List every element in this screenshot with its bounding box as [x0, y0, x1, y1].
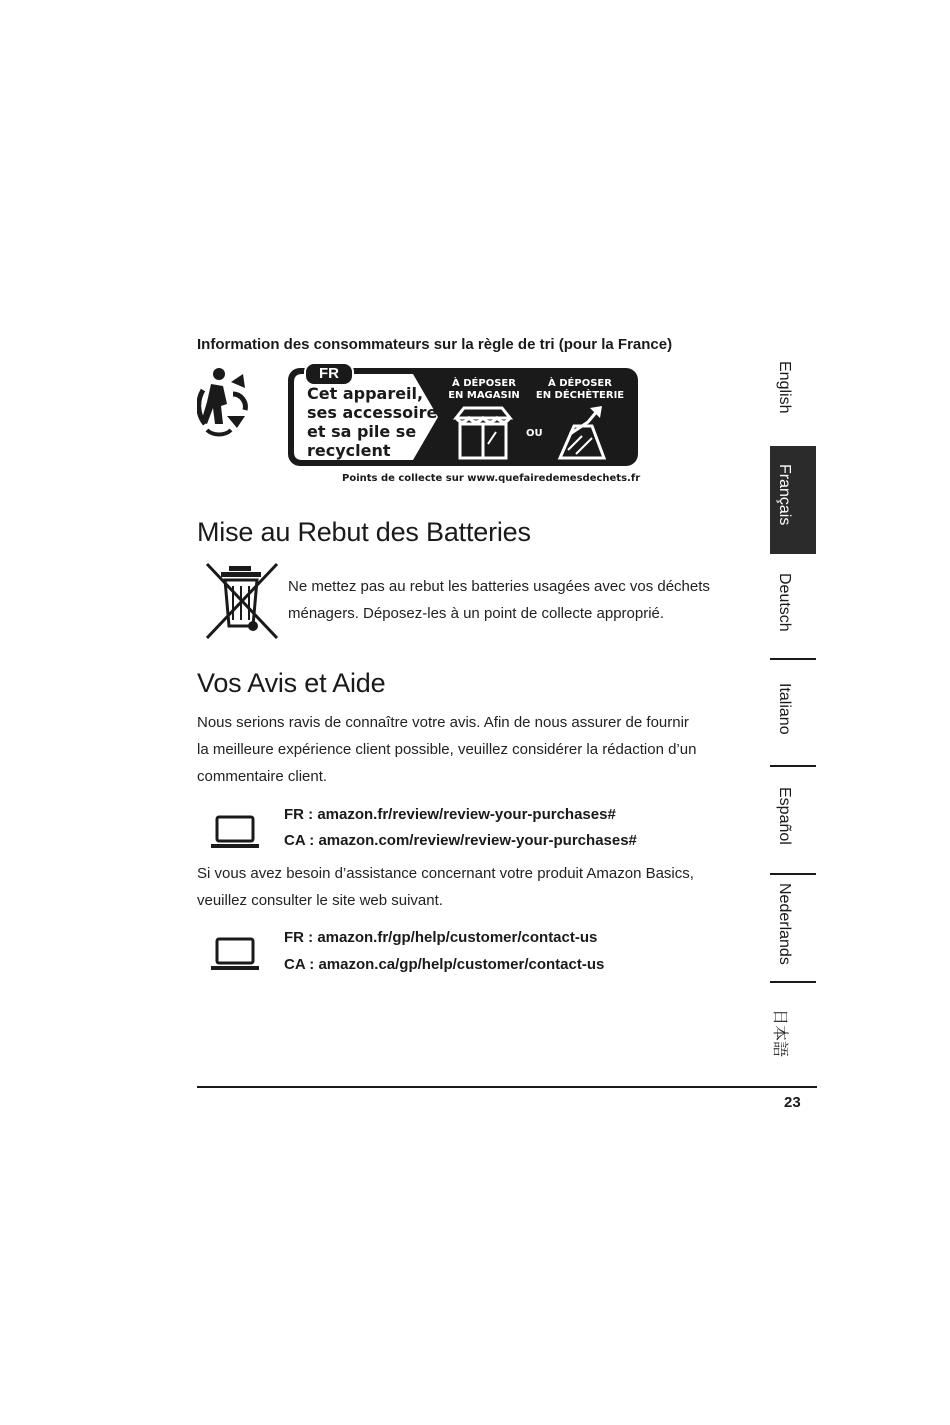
feedback-title: Vos Avis et Aide [197, 668, 386, 698]
help-line-2: veuillez consulter le site web suivant. [197, 892, 443, 909]
dump-deposit-top: À DÉPOSER [548, 378, 612, 389]
consumer-info-heading: Information des consommateurs sur la règle de tri (pour la France) [197, 336, 673, 353]
collection-points-note: Points de collecte sur www.quefairedemesdechets.fr [342, 473, 641, 484]
fr-country-tag: FR [304, 362, 354, 386]
or-label: OU [526, 428, 543, 439]
tab-espanol-label: Español [776, 787, 793, 845]
battery-line-2: ménagers. Déposez-les à un point de collecte approprié. [288, 605, 665, 622]
tab-francais[interactable] [770, 446, 816, 554]
review-link-ca[interactable]: CA : amazon.com/review/review-your-purchases# [284, 832, 637, 849]
feedback-text [197, 709, 696, 790]
footer-rule [197, 1086, 817, 1088]
shop-icon [450, 404, 516, 462]
tab-italiano[interactable] [770, 675, 816, 763]
recycle-statement [307, 384, 447, 460]
dump-deposit-bottom: EN DÉCHÈTERIE [535, 390, 625, 401]
dump-deposit-label [532, 378, 628, 402]
feedback-line-3: commentaire client. [197, 768, 328, 785]
help-link-fr[interactable]: FR : amazon.fr/gp/help/customer/contact-us [284, 929, 598, 946]
tab-english-label: English [776, 361, 793, 414]
tab-separator [770, 765, 816, 767]
store-deposit-bottom: EN MAGASIN [448, 390, 520, 401]
help-link-ca[interactable]: CA : amazon.ca/gp/help/customer/contact-us [284, 956, 605, 973]
review-link-fr[interactable]: FR : amazon.fr/review/review-your-purchases# [284, 806, 616, 823]
battery-text [288, 573, 710, 627]
tab-italiano-label: Italiano [776, 683, 793, 735]
battery-disposal-title: Mise au Rebut des Batteries [197, 517, 531, 547]
recycle-line-1: Cet appareil, [307, 384, 424, 403]
tab-japanese-label: 日本語 [771, 1009, 788, 1058]
waste-disposal-icon [552, 404, 608, 462]
tab-english[interactable] [770, 359, 816, 439]
battery-line-1: Ne mettez pas au rebut les batteries usagées avec vos déchets [288, 578, 710, 595]
recycle-line-4: recyclent [307, 441, 391, 460]
tab-nederlands[interactable] [770, 879, 816, 979]
recycle-line-2: ses accessoires [307, 403, 447, 422]
recycle-line-3: et sa pile se [307, 422, 417, 441]
feedback-line-1: Nous serions ravis de connaître votre avis. Afin de nous assurer de fournir [197, 714, 689, 731]
tab-separator [770, 981, 816, 983]
store-deposit-label [442, 378, 526, 402]
feedback-line-2: la meilleure expérience client possible, veuillez considérer la rédaction d’un [197, 741, 697, 758]
tab-francais-label: Français [776, 464, 793, 526]
page-number: 23 [784, 1094, 801, 1111]
store-deposit-top: À DÉPOSER [452, 378, 516, 389]
crossed-out-bin-icon [203, 560, 281, 640]
tab-separator [770, 658, 816, 660]
tab-deutsch[interactable] [770, 563, 816, 657]
tab-nederlands-label: Nederlands [776, 883, 793, 965]
triman-recycling-icon [197, 364, 249, 438]
tab-espanol[interactable] [770, 783, 816, 871]
laptop-icon [210, 814, 260, 854]
tab-japanese[interactable] [770, 1009, 816, 1059]
help-line-1: Si vous avez besoin d’assistance concernant votre produit Amazon Basics, [197, 865, 694, 882]
laptop-icon [210, 936, 260, 976]
tab-deutsch-label: Deutsch [776, 573, 793, 632]
tab-separator [770, 873, 816, 875]
help-text [197, 860, 694, 914]
